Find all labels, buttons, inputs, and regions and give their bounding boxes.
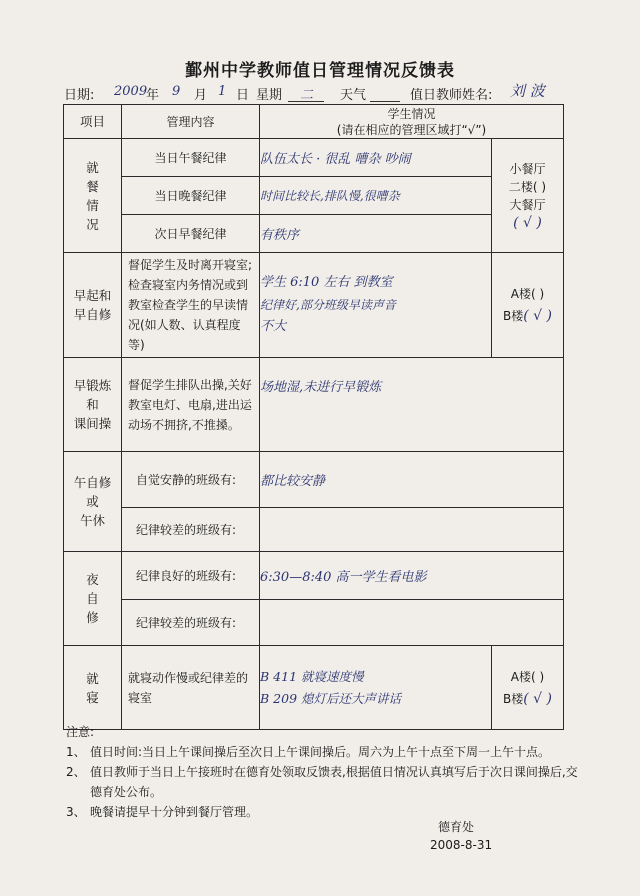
- feedback-table: [63, 104, 564, 730]
- note-item-1: [66, 742, 586, 762]
- noon-cat-1: 午自修: [73, 475, 112, 490]
- dining-side: [492, 139, 564, 253]
- evening-cat-3: 修: [86, 610, 99, 625]
- teacher-label: 值日教师姓名:: [410, 88, 493, 103]
- bedtime-cat-1: 就: [86, 670, 99, 686]
- bedtime-note-line-1: B 411 就寝速度慢: [260, 668, 364, 684]
- header-row: [64, 105, 564, 139]
- wakeup-cat-2: 早自修: [73, 307, 112, 322]
- note-num-3: 3、: [66, 805, 86, 819]
- page-title: 鄞州中学教师值日管理情况反馈表: [185, 61, 455, 81]
- bedtime-description: 就寝动作慢或纪律差的寝室: [122, 646, 260, 730]
- evening-bad-label: 纪律较差的班级有:: [122, 600, 260, 646]
- dining-lunch-label: 当日午餐纪律: [122, 139, 260, 177]
- evening-cat-1: 夜: [86, 572, 99, 587]
- header-status-title: 学生情况: [387, 106, 436, 121]
- wakeup-description: 督促学生及时离开寝室;检查寝室内务情况或到教室检查学生的早读情况(如人数、认真程度等): [122, 253, 260, 358]
- bedtime-note: [260, 646, 492, 730]
- evening-good-note: 6:30—8:40 高一学生看电影: [260, 552, 564, 600]
- header-status-note: (请在相应的管理区域打“√”): [336, 122, 487, 137]
- wakeup-side: [492, 253, 564, 358]
- header-item: 项目: [64, 105, 122, 139]
- footer-date: 2008-8-31: [430, 838, 493, 852]
- small-hall-label: 小餐厅: [509, 161, 546, 176]
- footer-department: 德育处: [438, 820, 475, 834]
- noon-cat-2: 或: [86, 494, 99, 509]
- wakeup-a-label: A楼: [510, 287, 532, 301]
- month-unit: 月: [194, 88, 208, 103]
- evening-bad-row: [64, 600, 564, 646]
- note-num-1: 1、: [66, 745, 86, 759]
- note-text-2: 值日教师于当日上午接班时在德育处领取反馈表,根据值日情况认真填写后于次日课间操后,交德育处公布。: [90, 765, 578, 799]
- note-item-3: [66, 802, 586, 822]
- evening-category: [64, 552, 122, 646]
- dining-breakfast-row: [64, 215, 564, 253]
- exercise-cat-2: 和: [86, 397, 99, 412]
- notes-section: [66, 722, 586, 822]
- note-text-3: 晚餐请提早十分钟到餐厅管理。: [90, 805, 259, 819]
- weather-underline: [370, 101, 400, 102]
- wakeup-note-line-1: 学生 6:10 左右 到教室: [260, 275, 393, 290]
- day-value: 1: [218, 84, 227, 99]
- wakeup-note: [260, 253, 492, 358]
- noon-good-label: 自觉安静的班级有:: [122, 452, 260, 508]
- bedtime-row: [64, 646, 564, 730]
- bedtime-a-mark: ( ): [531, 669, 545, 684]
- header-status: [260, 105, 564, 139]
- exercise-description: 督促学生排队出操,关好教室电灯、电扇,进出运动场不拥挤,不推搡。: [122, 358, 260, 452]
- month-value: 9: [172, 84, 181, 99]
- evening-good-row: [64, 552, 564, 600]
- dining-dinner-row: [64, 177, 564, 215]
- wakeup-b-label: B楼: [503, 309, 524, 323]
- wakeup-note-line-3: 不大: [260, 319, 287, 334]
- noon-bad-row: [64, 508, 564, 552]
- dining-dinner-label: 当日晚餐纪律: [122, 177, 260, 215]
- exercise-row: [64, 358, 564, 452]
- noon-cat-3: 午休: [79, 513, 105, 528]
- weekday-label: 星期: [256, 88, 283, 103]
- wakeup-b-mark: ( √ ): [523, 308, 552, 324]
- dining-dinner-note: 时间比较长,排队慢,很嘈杂: [260, 177, 492, 215]
- note-item-2: [66, 762, 586, 802]
- second-floor-mark: ( ): [532, 179, 547, 194]
- dining-lunch-row: [64, 139, 564, 177]
- wakeup-row: [64, 253, 564, 358]
- evening-bad-note: [260, 600, 564, 646]
- bedtime-a-label: A楼: [510, 669, 532, 684]
- dining-cat-4: 况: [86, 216, 99, 232]
- exercise-note: 场地湿,未进行早锻炼: [260, 358, 564, 452]
- dining-breakfast-note: 有秩序: [260, 215, 492, 253]
- bedtime-b-label: B楼: [503, 691, 524, 706]
- weekday-value: 二: [300, 88, 314, 103]
- exercise-category: [64, 358, 122, 452]
- day-unit: 日: [236, 88, 250, 103]
- bedtime-category: [64, 646, 122, 730]
- header-content: 管理内容: [122, 105, 260, 139]
- bedtime-cat-2: 寝: [86, 689, 99, 705]
- exercise-cat-3: 课间操: [73, 416, 112, 431]
- date-label: 日期:: [64, 88, 95, 103]
- bedtime-note-line-2: B 209 熄灯后还大声讲话: [260, 690, 401, 706]
- wakeup-a-mark: ( ): [531, 287, 545, 301]
- evening-good-label: 纪律良好的班级有:: [122, 552, 260, 600]
- noon-bad-note: [260, 508, 564, 552]
- big-hall-label: 大餐厅: [509, 197, 546, 212]
- bedtime-side: [492, 646, 564, 730]
- dining-cat-1: 就: [86, 159, 99, 175]
- note-text-1: 值日时间:当日上午课间操后至次日上午课间操后。周六为上午十点至下周一上午十点。: [90, 745, 551, 759]
- evening-cat-2: 自: [86, 591, 99, 606]
- note-num-2: 2、: [66, 765, 86, 779]
- dining-lunch-note: 队伍太长 · 很乱 嘈杂 吵闹: [260, 139, 492, 177]
- wakeup-category: [64, 253, 122, 358]
- dining-cat-3: 情: [86, 197, 99, 213]
- bedtime-b-mark: ( √ ): [523, 690, 552, 707]
- year-unit: 年: [146, 88, 160, 103]
- teacher-name: 刘 波: [510, 82, 545, 100]
- noon-bad-label: 纪律较差的班级有:: [122, 508, 260, 552]
- noon-good-note: 都比较安静: [260, 452, 564, 508]
- wakeup-note-line-2: 纪律好,部分班级早读声音: [260, 298, 396, 312]
- date-line: [64, 84, 584, 104]
- big-hall-mark: ( √ ): [513, 214, 542, 231]
- notes-heading: 注意:: [66, 725, 95, 739]
- wakeup-cat-1: 早起和: [73, 288, 112, 303]
- dining-category: [64, 139, 122, 253]
- second-floor-label: 二楼: [508, 179, 533, 194]
- weather-label: 天气: [340, 88, 367, 103]
- year-value: 2009: [114, 84, 148, 99]
- exercise-cat-1: 早锻炼: [73, 378, 112, 393]
- weekday-underline: [288, 101, 324, 102]
- noon-category: [64, 452, 122, 552]
- dining-cat-2: 餐: [86, 178, 99, 194]
- noon-good-row: [64, 452, 564, 508]
- dining-breakfast-label: 次日早餐纪律: [122, 215, 260, 253]
